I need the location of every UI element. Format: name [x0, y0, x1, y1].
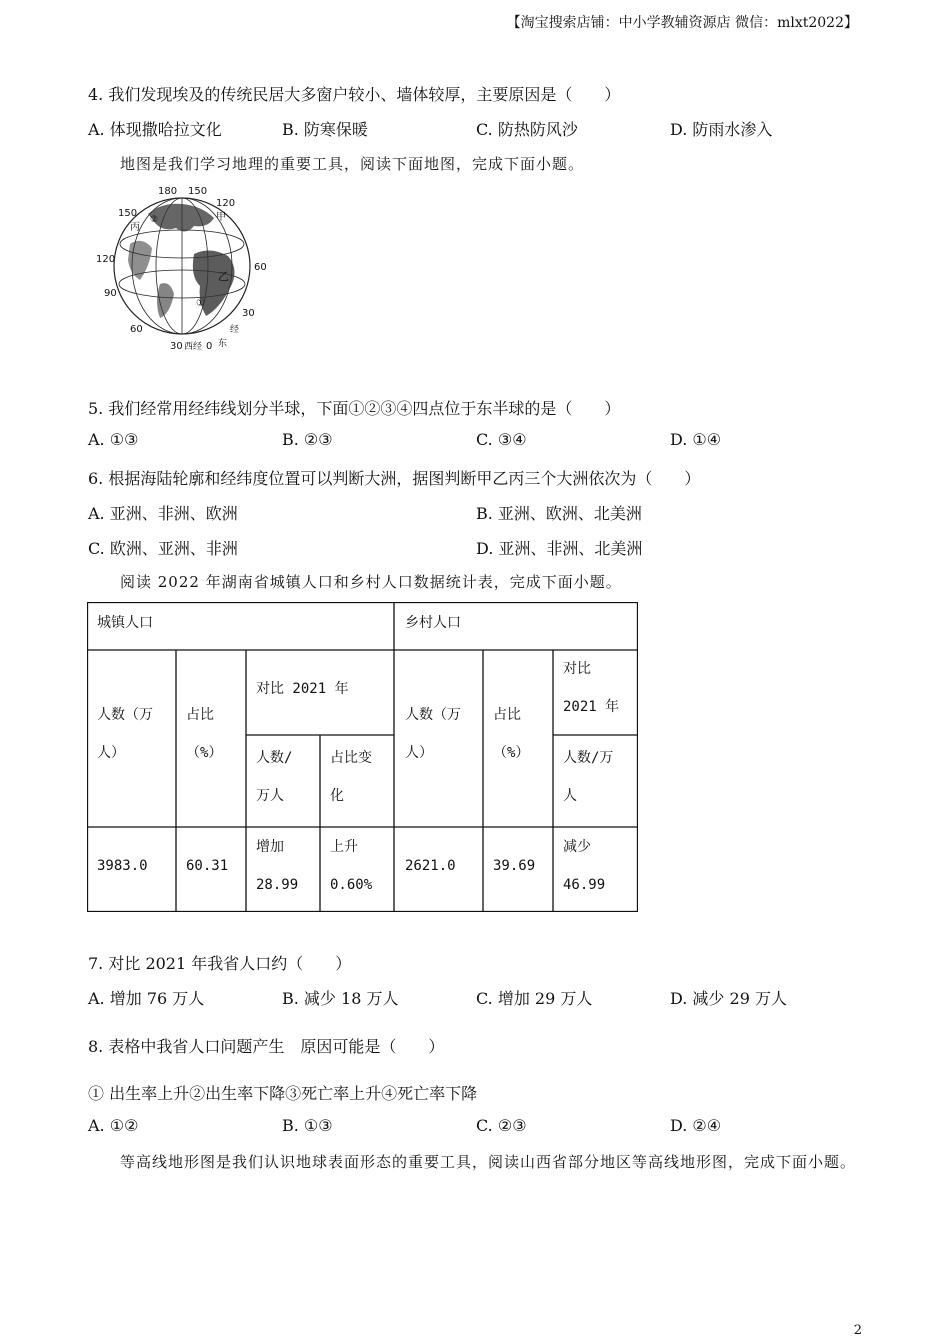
globe-figure	[90, 184, 278, 352]
population-table	[87, 602, 638, 912]
globe-label: 乙	[218, 270, 229, 283]
question-8-stem: 8. 表格中我省人口问题产生 原因可能是（ ）	[88, 1037, 445, 1056]
landmass-west	[128, 241, 152, 280]
question-5-option-c: C. ③④	[476, 430, 527, 449]
question-6-option-c: C. 欧洲、亚洲、非洲	[88, 539, 238, 558]
question-4-option-b: B. 防寒保暖	[282, 120, 368, 139]
question-4-option-a: A. 体现撒哈拉文化	[88, 120, 222, 139]
rural-ratio-label-1: 占比	[493, 707, 521, 723]
globe-label: 150	[118, 208, 138, 219]
question-5-option-a: A. ①③	[88, 430, 139, 449]
globe-label: 180	[158, 186, 178, 197]
rural-pop-value: 2621.0	[405, 858, 456, 874]
question-6-option-b: B. 亚洲、欧洲、北美洲	[476, 504, 642, 523]
globe-label: 西经	[184, 342, 203, 352]
table-header-urban: 城镇人口	[97, 615, 153, 631]
rural-pop-label-1: 人数（万	[405, 707, 461, 723]
question-4-stem: 4. 我们发现埃及的传统民居大多窗户较小、墙体较厚，主要原因是（ ）	[88, 85, 621, 104]
urban-pop-change-1: 增加	[256, 839, 284, 855]
globe-label: 60	[254, 262, 267, 273]
question-7-stem: 7. 对比 2021 年我省人口约（ ）	[88, 954, 352, 973]
question-6-option-d: D. 亚洲、非洲、北美洲	[476, 539, 643, 558]
urban-sub-pop-2: 万人	[256, 788, 284, 804]
question-4-option-d: D. 防雨水渗入	[670, 120, 773, 139]
question-7-option-c: C. 增加 29 万人	[476, 989, 593, 1008]
question-4-option-c: C. 防热防风沙	[476, 120, 578, 139]
map-intro-text: 地图是我们学习地理的重要工具，阅读下面地图，完成下面小题。	[120, 155, 585, 173]
globe-label: ①	[196, 298, 205, 309]
globe-label: 0	[206, 341, 213, 352]
question-5-option-b: B. ②③	[282, 430, 333, 449]
urban-sub-change-1: 占比变	[330, 750, 372, 766]
rural-pop-label-2: 人）	[405, 745, 433, 761]
contour-intro-text: 等高线地形图是我们认识地球表面形态的重要工具，阅读山西省部分地区等高线地形图，完成下面小题。	[120, 1153, 857, 1171]
globe-label: 120	[216, 198, 236, 209]
rural-pop-change-1: 减少	[563, 839, 591, 855]
question-8-option-c: C. ②③	[476, 1116, 527, 1135]
globe-label: 90	[104, 288, 117, 299]
question-8-option-a: A. ①②	[88, 1116, 139, 1135]
urban-pop-value: 3983.0	[97, 858, 148, 874]
question-6-option-a: A. 亚洲、非洲、欧洲	[88, 504, 238, 523]
rural-sub-pop-1: 人数/万	[563, 750, 614, 766]
globe-label: 60	[130, 324, 143, 335]
globe-label: 30	[170, 341, 183, 352]
landmass-south	[157, 283, 174, 318]
table-intro-text: 阅读 2022 年湖南省城镇人口和乡村人口数据统计表，完成下面小题。	[120, 573, 622, 591]
globe-label: 30	[242, 308, 255, 319]
question-8-option-d: D. ②④	[670, 1116, 722, 1135]
urban-sub-change-2: 化	[330, 788, 344, 804]
rural-pop-change-2: 46.99	[563, 877, 606, 893]
globe-svg	[90, 184, 278, 352]
question-6-stem: 6. 根据海陆轮廓和经纬度位置可以判断大洲，据图判断甲乙丙三个大洲依次为（ ）	[88, 469, 701, 488]
rural-ratio-value: 39.69	[493, 858, 536, 874]
question-7-option-a: A. 增加 76 万人	[88, 989, 205, 1008]
globe-label: 150	[188, 186, 208, 197]
globe-label: ②	[150, 215, 159, 225]
urban-pop-change-2: 28.99	[256, 877, 299, 893]
rural-compare-label-1: 对比	[563, 661, 591, 677]
urban-ratio-label-1: 占比	[186, 707, 214, 723]
page-header-watermark: 【淘宝搜索店铺：中小学教辅资源店 微信：mlxt2022】	[506, 15, 858, 31]
table-header-rural: 乡村人口	[405, 615, 461, 631]
question-7-option-b: B. 减少 18 万人	[282, 989, 399, 1008]
question-8-choices-line: ① 出生率上升②出生率下降③死亡率上升④死亡率下降	[88, 1084, 478, 1103]
question-8-option-b: B. ①③	[282, 1116, 333, 1135]
urban-pop-label-2: 人）	[97, 745, 125, 761]
rural-sub-pop-2: 人	[563, 788, 577, 804]
globe-label: 东	[218, 339, 228, 349]
question-5-option-d: D. ①④	[670, 430, 722, 449]
urban-ratio-value: 60.31	[186, 858, 229, 874]
urban-ratio-label-2: （%）	[186, 745, 223, 761]
rural-ratio-label-2: （%）	[493, 745, 530, 761]
urban-sub-pop-1: 人数/	[256, 750, 293, 766]
urban-ratio-change-1: 上升	[330, 839, 358, 855]
question-5-stem: 5. 我们经常用经纬线划分半球，下面①②③④四点位于东半球的是（ ）	[88, 399, 621, 418]
page-number: 2	[853, 1323, 862, 1338]
rural-compare-label-2: 2021 年	[563, 699, 620, 715]
urban-pop-label-1: 人数（万	[97, 707, 153, 723]
globe-label: 丙	[130, 222, 140, 233]
urban-compare-label: 对比 2021 年	[256, 681, 349, 697]
globe-label: 经	[230, 325, 240, 335]
urban-ratio-change-2: 0.60%	[330, 877, 373, 893]
globe-label: 120	[96, 254, 116, 265]
question-7-option-d: D. 减少 29 万人	[670, 989, 787, 1008]
globe-label: 甲	[216, 212, 226, 223]
